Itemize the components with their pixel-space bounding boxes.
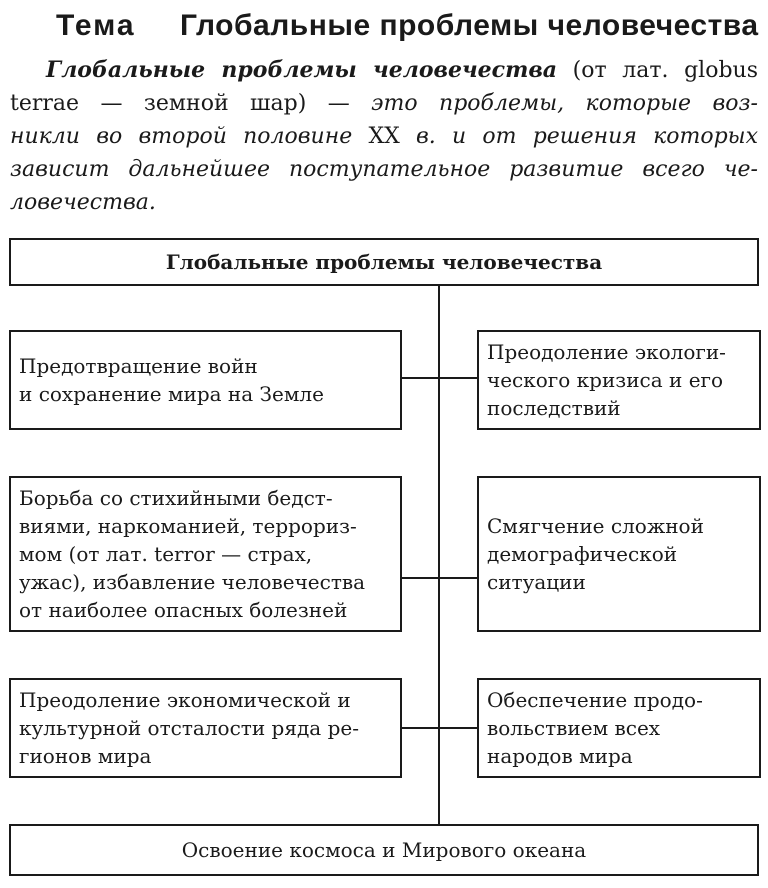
bottom-node [9,824,759,876]
node-line: демографической [487,542,678,566]
definition-term: Глобальные проблемы человечества [46,57,558,83]
node-line: ситуации [487,570,586,594]
node-line: гионов мира [19,744,152,768]
definition-text: (от лат. globus [557,58,759,83]
topic-title: Глобальные проблемы человечества [180,9,759,42]
node-line: и сохранение мира на Земле [19,382,324,406]
node-line: культурной отсталости ряда ре- [19,716,359,740]
node-line: Преодоление экологи- [487,340,726,364]
node-line: народов мира [487,744,633,768]
node-line: виями, наркоманией, террориз‑ [19,514,357,538]
topic-label: Тема [56,9,136,42]
definition-text: terrae — земной шар) — [10,91,372,116]
node-food-supply [477,678,761,778]
node-demography [477,476,761,632]
node-line: ужас), избавление человечества [19,570,366,594]
node-line: Преодоление экономической и [19,688,351,712]
definition-text: никли во второй половине [10,124,369,149]
node-line: мом (от лат. terror — страх, [19,542,313,566]
definition-text: в. и от решения которых [399,124,759,149]
definition-text: зависит дальнейшее поступательное развитие всего че- [10,157,758,182]
node-line: вольствием всех [487,716,661,740]
root-node-line: Глобальные проблемы человечества [165,250,603,274]
node-line: ческого кризиса и его [487,368,724,392]
node-backwardness [9,678,402,778]
node-line: Предотвращение войн [19,354,258,378]
node-line: от наиболее опасных болезней [19,598,348,622]
node-war-prevention [9,330,402,430]
node-ecology [477,330,761,430]
root-node [9,238,759,286]
node-line: Обеспечение продо- [487,688,703,712]
node-line: последствий [487,396,621,420]
definition-text: ловечества. [10,190,156,215]
bottom-node-line: Освоение космоса и Мирового океана [181,838,587,862]
node-line: Смягчение сложной [487,514,704,538]
node-line: Борьба со стихийными бедст- [19,486,333,510]
definition-text: XX [368,124,400,149]
node-disasters [9,476,402,632]
definition-text: это проблемы, которые воз- [371,91,758,116]
